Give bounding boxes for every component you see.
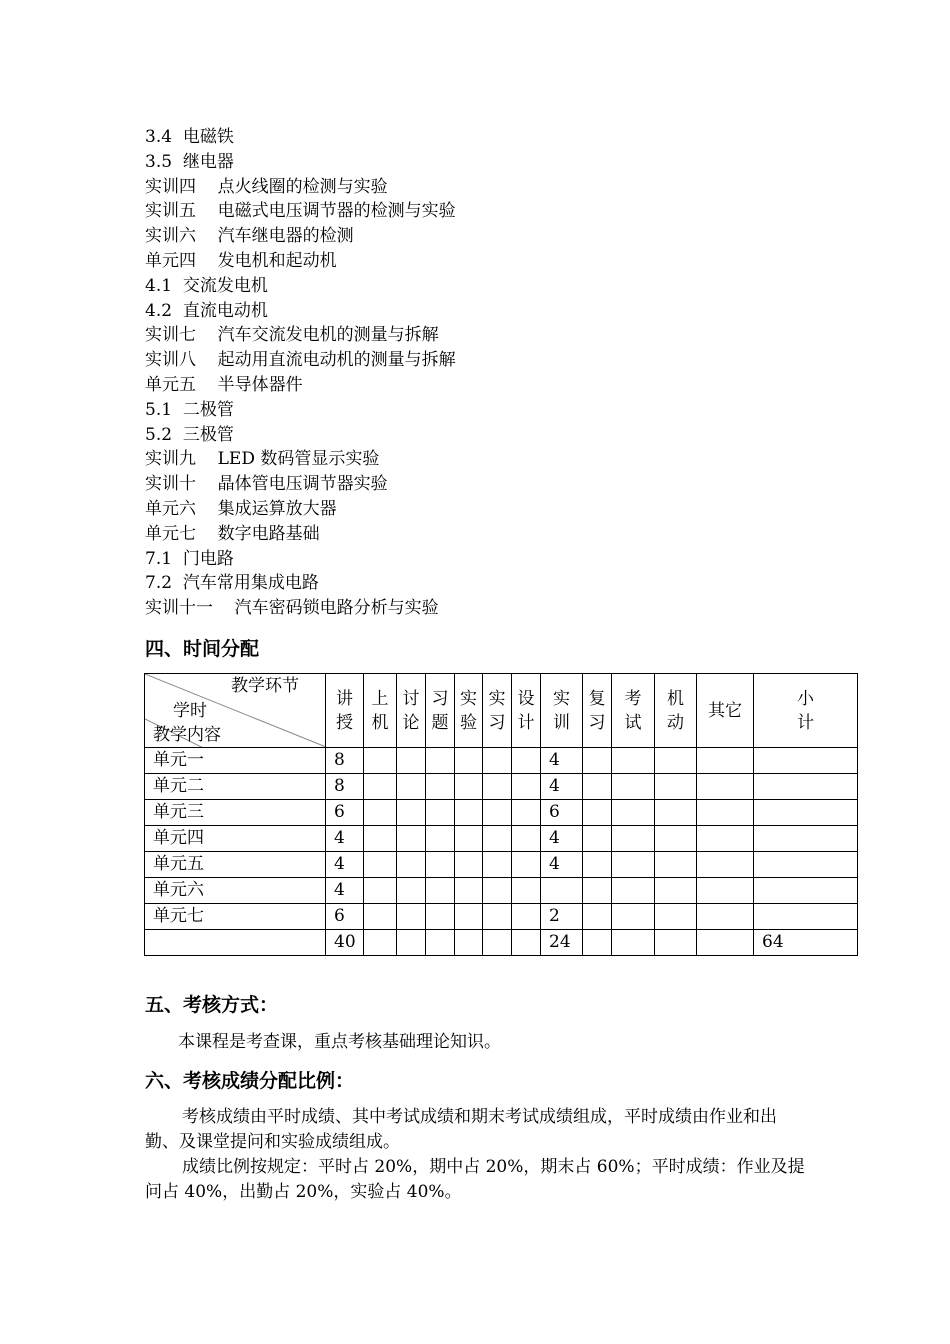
table-cell [583, 904, 612, 930]
row-label: 单元七 [145, 904, 326, 930]
table-header-row [145, 674, 858, 748]
table-row [145, 800, 858, 826]
table-cell [655, 826, 697, 852]
row-label: 单元三 [145, 800, 326, 826]
table-cell [512, 774, 541, 800]
table-cell [697, 826, 754, 852]
table-cell [512, 748, 541, 774]
column-header-char: 复 [588, 688, 606, 709]
table-cell [754, 826, 858, 852]
table-cell [483, 826, 512, 852]
column-header-char: 设 [517, 688, 535, 709]
table-cell [655, 930, 697, 956]
column-header [655, 674, 697, 748]
table-cell [697, 774, 754, 800]
table-cell [397, 748, 426, 774]
table-cell [426, 800, 455, 826]
row-label: 单元二 [145, 774, 326, 800]
table-cell [754, 748, 858, 774]
table-cell [426, 878, 455, 904]
assessment-method-text: 本课程是考查课，重点考核基础理论知识。 [178, 1032, 501, 1052]
table-cell [455, 878, 483, 904]
table-cell [364, 930, 397, 956]
diagonal-header-cell [145, 674, 326, 748]
outline-line: 单元六 集成运算放大器 [145, 498, 337, 519]
column-header-char: 论 [402, 712, 420, 733]
table-cell [364, 748, 397, 774]
table-cell [397, 904, 426, 930]
table-cell [455, 930, 483, 956]
table-cell [397, 774, 426, 800]
column-header-char: 其它 [708, 700, 742, 721]
table-cell [364, 852, 397, 878]
table-cell [483, 930, 512, 956]
section-6-heading: 六、考核成绩分配比例： [145, 1070, 355, 1092]
table-cell [655, 774, 697, 800]
outline-line: 4.1 交流发电机 [145, 275, 268, 296]
table-cell [697, 878, 754, 904]
table-row [145, 878, 858, 904]
table-cell [697, 930, 754, 956]
table-cell [364, 826, 397, 852]
corner-label-middle: 学时 [173, 701, 207, 721]
table-cell [583, 878, 612, 904]
column-header-char: 习 [488, 712, 506, 733]
column-header-char: 试 [624, 712, 642, 733]
table-cell: 4 [541, 774, 583, 800]
table-cell: 6 [326, 800, 364, 826]
table-cell: 8 [326, 748, 364, 774]
row-label: 单元五 [145, 852, 326, 878]
table-cell [612, 800, 655, 826]
table-row [145, 748, 858, 774]
table-cell [754, 800, 858, 826]
section-5-heading: 五、考核方式： [145, 994, 279, 1016]
table-cell [612, 852, 655, 878]
grade-ratio-paragraph: 成绩比例按规定：平时占 20%，期中占 20%，期末占 60%；平时成绩：作业及提问占 40%，出勤占 20%，实验占 40%。 [145, 1157, 805, 1202]
table-cell [512, 930, 541, 956]
table-cell [612, 904, 655, 930]
table-cell [483, 800, 512, 826]
table-cell: 64 [754, 930, 858, 956]
table-cell: 24 [541, 930, 583, 956]
table-cell [754, 774, 858, 800]
corner-label-top: 教学环节 [231, 676, 299, 696]
table-cell [583, 774, 612, 800]
table-cell: 4 [541, 826, 583, 852]
table-cell [583, 748, 612, 774]
table-cell [612, 878, 655, 904]
outline-line: 实训十一 汽车密码锁电路分析与实验 [145, 598, 439, 619]
column-header-char: 讨 [402, 688, 420, 709]
table-cell [397, 826, 426, 852]
column-header-char: 授 [336, 712, 353, 733]
table-cell: 6 [541, 800, 583, 826]
column-header [455, 674, 483, 748]
table-cell [655, 800, 697, 826]
column-header [754, 674, 858, 748]
column-header [426, 674, 455, 748]
table-cell: 8 [326, 774, 364, 800]
table-cell [483, 748, 512, 774]
column-header-char: 上 [371, 688, 389, 709]
table-cell [426, 852, 455, 878]
column-header-char: 习 [588, 712, 606, 733]
column-header [364, 674, 397, 748]
table-cell [754, 904, 858, 930]
table-cell [483, 878, 512, 904]
grade-composition-paragraph: 考核成绩由平时成绩、其中考试成绩和期末考试成绩组成，平时成绩由作业和出勤、及课堂提问和实验成绩组成。 [145, 1107, 777, 1152]
column-header-char: 训 [553, 712, 570, 733]
column-header-char: 考 [624, 688, 642, 709]
table-cell [364, 878, 397, 904]
outline-line: 7.1 门电路 [145, 548, 234, 569]
table-row [145, 930, 858, 956]
table-cell: 4 [326, 878, 364, 904]
outline-line: 单元四 发电机和起动机 [145, 250, 337, 271]
table-cell [697, 852, 754, 878]
outline-line: 5.2 三极管 [145, 424, 234, 445]
table-cell [455, 852, 483, 878]
table-cell [512, 904, 541, 930]
table-cell [612, 748, 655, 774]
table-cell: 4 [541, 852, 583, 878]
table-cell [655, 878, 697, 904]
table-cell [754, 878, 858, 904]
table-cell [397, 878, 426, 904]
table-cell [455, 800, 483, 826]
table-cell [397, 800, 426, 826]
column-header [512, 674, 541, 748]
table-cell [397, 852, 426, 878]
row-label: 单元一 [145, 748, 326, 774]
column-header [326, 674, 364, 748]
table-cell [612, 930, 655, 956]
column-header-char: 实 [460, 688, 477, 709]
outline-line: 实训四 点火线圈的检测与实验 [145, 176, 388, 197]
table-cell [655, 904, 697, 930]
table-cell [426, 774, 455, 800]
column-header [583, 674, 612, 748]
table-cell [483, 774, 512, 800]
table-cell [364, 904, 397, 930]
outline-line: 实训六 汽车继电器的检测 [145, 226, 354, 247]
table-cell [397, 930, 426, 956]
row-label: 单元六 [145, 878, 326, 904]
table-cell: 4 [326, 852, 364, 878]
row-label [145, 930, 326, 956]
table-cell [583, 826, 612, 852]
table-cell [426, 904, 455, 930]
column-header-char: 计 [517, 712, 535, 733]
table-cell [512, 878, 541, 904]
table-cell [612, 826, 655, 852]
section-4-heading: 四、时间分配 [145, 638, 260, 660]
outline-line: 实训八 起动用直流电动机的测量与拆解 [145, 350, 456, 371]
outline-line: 实训九 LED 数码管显示实验 [145, 449, 380, 470]
column-header-char: 小 [797, 688, 814, 709]
outline-line: 4.2 直流电动机 [145, 300, 268, 321]
table-cell [426, 826, 455, 852]
outline-line: 7.2 汽车常用集成电路 [145, 573, 319, 594]
table-cell [455, 904, 483, 930]
time-allocation-table [144, 673, 858, 956]
outline-line: 实训十 晶体管电压调节器实验 [145, 474, 388, 495]
column-header [697, 674, 754, 748]
column-header-char: 习 [431, 688, 449, 709]
column-header [483, 674, 512, 748]
table-cell [754, 852, 858, 878]
table-cell [483, 852, 512, 878]
table-cell [612, 774, 655, 800]
table-cell [697, 904, 754, 930]
column-header-char: 讲 [336, 688, 353, 709]
table-cell [364, 774, 397, 800]
table-cell [426, 930, 455, 956]
table-cell [655, 748, 697, 774]
outline-line: 单元五 半导体器件 [145, 374, 303, 395]
table-cell [512, 826, 541, 852]
table-cell [512, 852, 541, 878]
table-cell [426, 748, 455, 774]
column-header-char: 题 [431, 712, 449, 733]
table-row [145, 852, 858, 878]
outline-line: 实训五 电磁式电压调节器的检测与实验 [145, 201, 456, 222]
outline-line: 3.5 继电器 [145, 151, 234, 172]
column-header-char: 动 [667, 712, 684, 733]
column-header-char: 实 [553, 688, 570, 709]
table-cell [583, 852, 612, 878]
course-outline [145, 125, 845, 621]
table-cell: 40 [326, 930, 364, 956]
column-header-char: 计 [797, 712, 814, 733]
table-cell [483, 904, 512, 930]
outline-line: 3.4 电磁铁 [145, 127, 234, 147]
table-cell [364, 800, 397, 826]
column-header-char: 机 [667, 688, 684, 709]
table-cell [583, 800, 612, 826]
table-cell [455, 774, 483, 800]
column-header-char: 实 [488, 688, 506, 709]
table-cell [697, 800, 754, 826]
outline-line: 实训七 汽车交流发电机的测量与拆解 [145, 325, 439, 346]
table-cell [512, 800, 541, 826]
table-cell [697, 748, 754, 774]
table-cell [583, 930, 612, 956]
column-header-char: 验 [460, 712, 477, 733]
table-cell [541, 878, 583, 904]
table-cell [455, 748, 483, 774]
table-cell [655, 852, 697, 878]
table-cell: 6 [326, 904, 364, 930]
table-row [145, 826, 858, 852]
table-cell [455, 826, 483, 852]
outline-line: 单元七 数字电路基础 [145, 523, 320, 544]
table-cell: 4 [541, 748, 583, 774]
corner-label-bottom: 教学内容 [153, 725, 221, 745]
outline-line: 5.1 二极管 [145, 399, 234, 420]
column-header-char: 机 [371, 712, 389, 733]
column-header [397, 674, 426, 748]
row-label: 单元四 [145, 826, 326, 852]
column-header [541, 674, 583, 748]
column-header [612, 674, 655, 748]
table-row [145, 904, 858, 930]
table-cell: 2 [541, 904, 583, 930]
table-cell: 4 [326, 826, 364, 852]
table-row [145, 774, 858, 800]
